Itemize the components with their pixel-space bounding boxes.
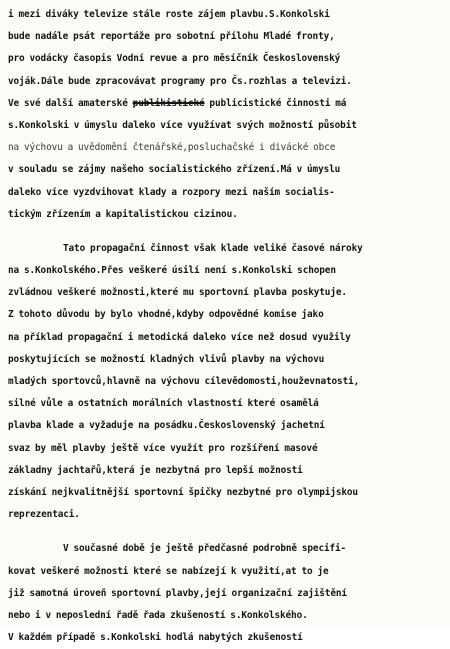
text-line: v souladu se zájmy našeho socialistického zřízení.Má v úmyslu: [8, 164, 341, 176]
text-line: silné vůle a ostatních morálních vlastností které osamělá: [8, 398, 319, 410]
text-line: plavba klade a vyžaduje na posádku.Československý jachetní: [8, 420, 325, 432]
text-line: získání nejkvalitnější sportovní špičky nezbytné pro olympijskou: [8, 486, 358, 498]
text-line: voják.Dále bude zpracovávat programy pro Čs.rozhlas a televizi.: [8, 75, 352, 87]
text-line: nebo i v neposlední řadě řada zkušeností s.Konkolského.: [8, 609, 308, 621]
text-line: svaz by měl plavby ještě více využít pro rozšíření masové: [8, 442, 318, 454]
text-line: daleko více vyzdvihovat klady a rozpory mezi naším socialis-: [8, 186, 335, 198]
text-line: mladých sportovců,hlavně na výchovu cílevědomosti,houževnatosti,: [8, 376, 360, 387]
document-body: [8, 4, 448, 649]
text-line: zvládnou veškeré možnosti,které mu sportovní plavba poskytuje.: [8, 287, 347, 299]
text-line: reprezentaci.: [8, 509, 80, 521]
text-line: na s.Konkolského.Přes veškeré úsilí není s.Konkolski schopen: [8, 265, 336, 277]
text-line: na výchovu a uvědomění čtenářské,posluchačské i divácké obce: [8, 142, 336, 154]
text-line: V současné době je ještě předčasné podrobně specifi-: [63, 543, 347, 555]
text-line: tickým zřízením a kapitalistickou cizinou.: [8, 208, 238, 220]
struck-out-word: publikistické: [132, 97, 205, 109]
text-line: V každém případě s.Konkolski hodlá nabytých zkušeností: [8, 632, 303, 644]
text-line: s.Konkolski v úmyslu daleko více využívat svých možností působit: [8, 119, 357, 131]
text-line: základny jachtařů,která je nezbytná pro lepší možnosti: [8, 464, 303, 476]
text-line: pro vodácky časopis Vodní revue a pro měsíčník Československý: [8, 53, 341, 65]
text-line: již samotná úroveň sportovní plavby,její organizační zajištění: [8, 587, 347, 599]
text-line-with-strikeout: Ve své další amaterské publikistické publicistické činnosti má: [8, 97, 347, 109]
text-line: poskytujících se možností kladných vlivů plavby na výchovu: [8, 353, 325, 365]
text-line: na příklad propagační i metodická daleko více než dosud využily: [8, 331, 351, 343]
text-line: bude nadále psát reportáže pro sobotní přílohu Mladé fronty,: [8, 31, 335, 43]
text-line: kovat veškeré možnosti které se nabízejí k využití,at to je: [8, 565, 329, 577]
text-line: i mezi diváky televize stále roste zájem plavbu.S.Konkolski: [8, 9, 330, 20]
text-line: Tato propagační činnost však klade veliké časové nároky: [63, 242, 363, 254]
text-line: Z tohoto důvodu by bylo vhodné,kdyby odpovědné komise jako: [8, 309, 324, 321]
